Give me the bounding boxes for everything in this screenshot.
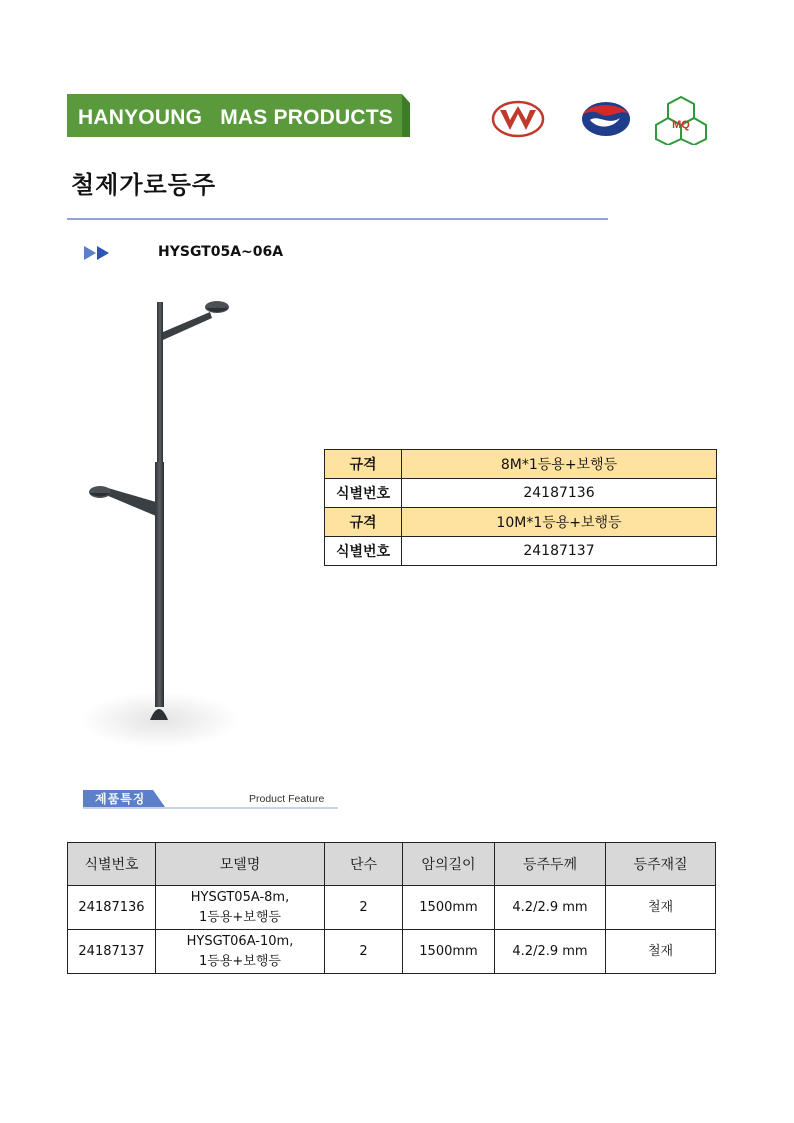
cell-material: 철재 — [606, 930, 716, 974]
double-arrow-icon — [84, 246, 112, 260]
spec-label: 규격 — [325, 450, 402, 479]
column-header: 단수 — [325, 843, 403, 886]
spec-label: 식별번호 — [325, 479, 402, 508]
column-header: 등주두께 — [495, 843, 606, 886]
street-lamp-image — [80, 290, 250, 750]
cell-model — [156, 886, 325, 930]
brand-banner: HANYOUNG MAS PRODUCTS — [67, 94, 402, 137]
spec-label: 규격 — [325, 508, 402, 537]
cell-material: 철재 — [606, 886, 716, 930]
ww-emblem-logo — [490, 98, 546, 140]
model-line-1: HYSGT06A-10m, — [186, 933, 294, 949]
table-row — [68, 930, 716, 974]
table-header-row — [68, 843, 716, 886]
spec-table — [324, 449, 717, 566]
model-line-2: 1등용+보행등 — [199, 953, 281, 969]
spec-value: 24187136 — [402, 479, 717, 508]
korea-taeguk-logo — [580, 100, 632, 138]
cell-stages: 2 — [325, 886, 403, 930]
spec-value: 8M*1등용+보행등 — [402, 450, 717, 479]
model-code: HYSGT05A~06A — [158, 244, 284, 260]
cell-model — [156, 930, 325, 974]
cell-arm-length: 1500mm — [403, 886, 495, 930]
model-line-1: HYSGT05A-8m, — [190, 889, 290, 905]
cell-arm-length: 1500mm — [403, 930, 495, 974]
model-line-2: 1등용+보행등 — [199, 909, 281, 925]
table-row — [68, 886, 716, 930]
product-table — [67, 842, 716, 974]
spec-row — [325, 479, 717, 508]
column-header: 식별번호 — [68, 843, 156, 886]
cell-thickness: 4.2/2.9 mm — [495, 930, 606, 974]
page-title: 철제가로등주 — [71, 171, 217, 199]
cell-id: 24187137 — [68, 930, 156, 974]
feature-label: 제품특징 — [95, 792, 146, 806]
title-divider — [67, 218, 608, 220]
cell-thickness: 4.2/2.9 mm — [495, 886, 606, 930]
column-header: 모델명 — [156, 843, 325, 886]
spec-row — [325, 537, 717, 566]
mq-logo-text: MQ — [672, 119, 690, 131]
spec-row — [325, 508, 717, 537]
mq-hexagon-logo — [654, 95, 708, 145]
feature-label-en: Product Feature — [249, 793, 325, 805]
cell-stages: 2 — [325, 930, 403, 974]
spec-row — [325, 450, 717, 479]
column-header: 등주재질 — [606, 843, 716, 886]
column-header: 암의길이 — [403, 843, 495, 886]
spec-value: 10M*1등용+보행등 — [402, 508, 717, 537]
spec-label: 식별번호 — [325, 537, 402, 566]
spec-value: 24187137 — [402, 537, 717, 566]
cell-id: 24187136 — [68, 886, 156, 930]
